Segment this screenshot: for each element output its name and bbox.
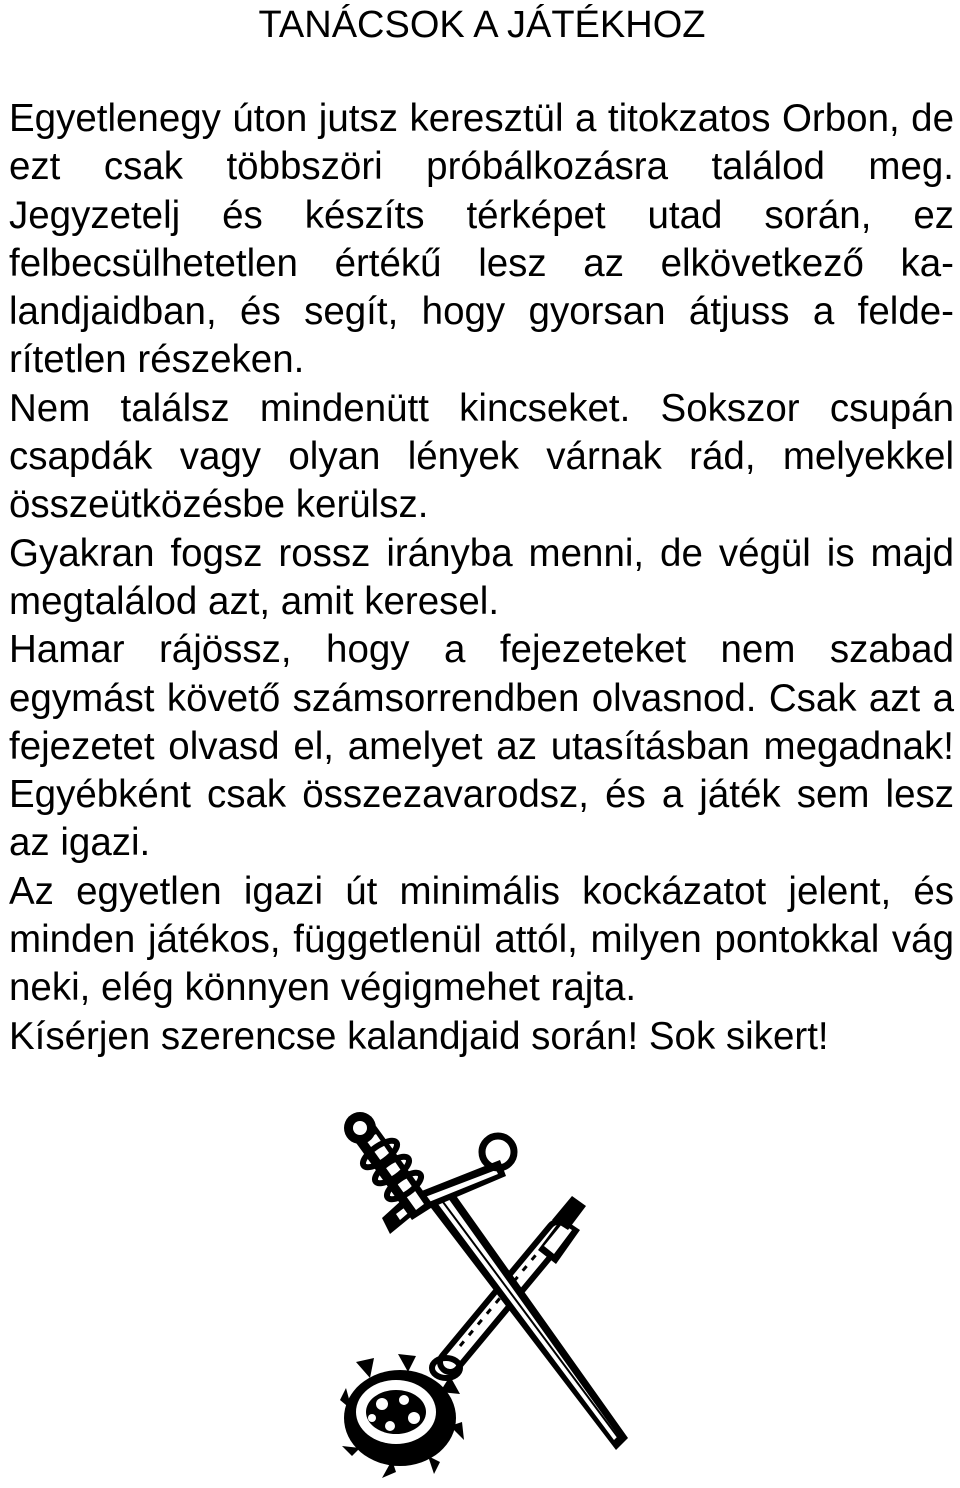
paragraph-map-advice: Egyetlenegy úton jutsz keresztül a titokzatos Orbon, de ezt csak többszöri próbálkozásra találod meg. Jegyzetelj és készíts térképet utad során, ez felbecsülhetetlen értékű lesz az elkövetkező kalandjaidban, és segít, hogy gyorsan átjuss a felderítetlen részeken. [9,97,954,382]
paragraph-true-path: Az egyetlen igazi út minimális kockázatot jelent, és minden játékos, függetlenül attól, milyen pontokkal vág neki, elég könnyen végigmehet rajta. [9,869,954,1010]
paragraph-treasure: Nem találsz mindenütt kincseket. Sokszor csupán csapdák vagy olyan lények várnak rád, melyekkel összeütközésbe kerülsz. [9,386,954,527]
paragraph-chapter-order: Hamar rájössz, hogy a fejezeteket nem szabad egymást követő számsorrendben olvasnod. Csak azt a fejezetet olvasd el, amelyet az utasításban megadnak! Egyébként csak összezavarodsz, és a játék sem lesz az igazi. [9,628,954,865]
crossed-sword-and-mace-icon [300,1100,660,1480]
body-text [9,95,954,1061]
paragraph-good-luck: Kísérjen szerencse kalandjaid során! Sok sikert! [9,1014,829,1058]
page-title: TANÁCSOK A JÁTÉKHOZ [258,4,706,46]
paragraph-direction: Gyakran fogsz rossz irányba menni, de végül is majd megtalálod azt, amit keresel. [9,531,954,623]
